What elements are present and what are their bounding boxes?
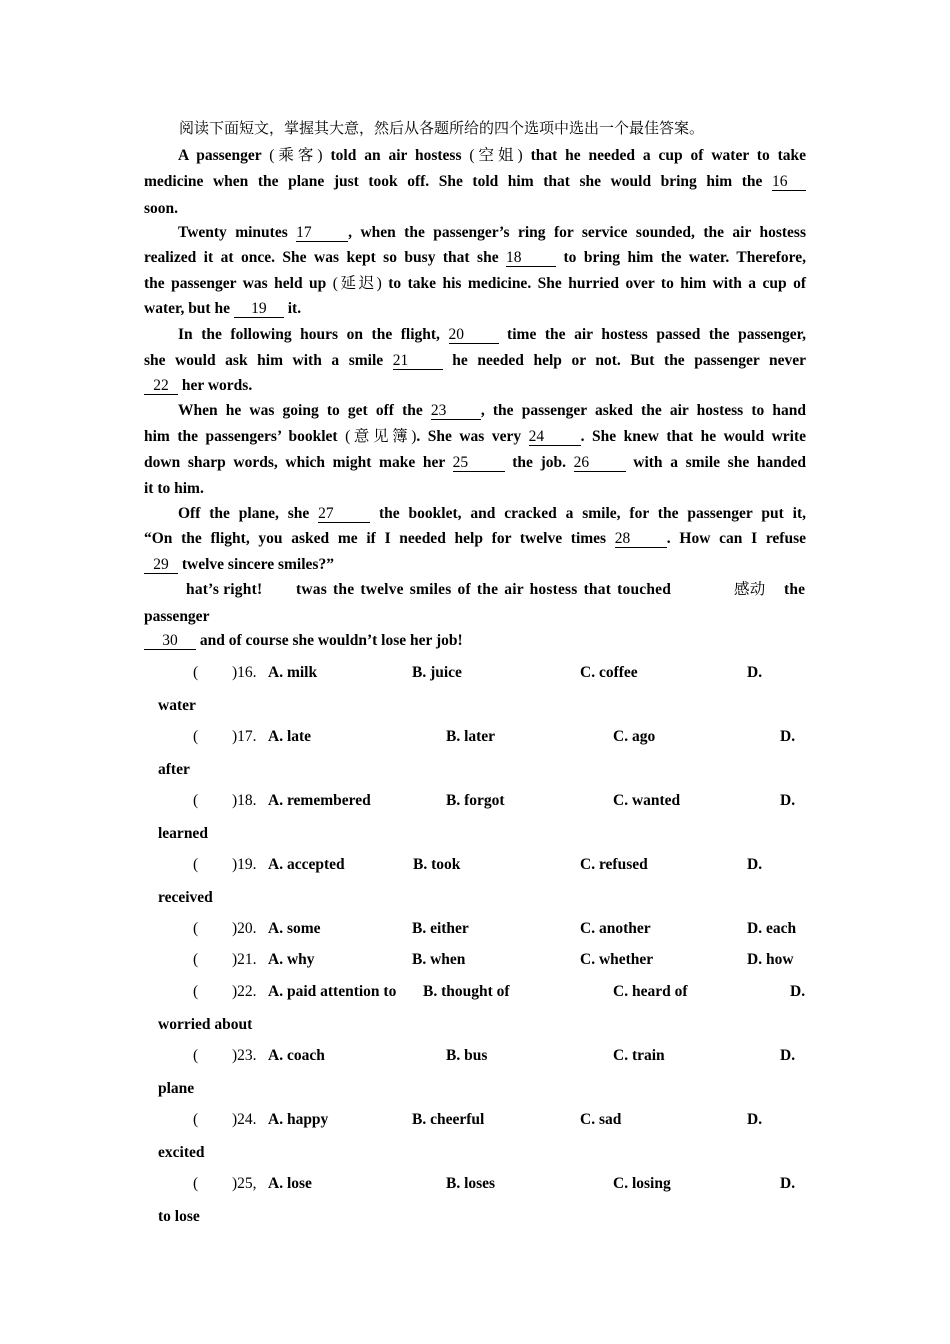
- passage-line: hat’s right! twas the twelve smiles of the air hostess that touched 感动 the: [186, 581, 806, 598]
- option-d: D.: [790, 983, 806, 1000]
- option-b: B. cheerful: [412, 1111, 485, 1128]
- option-c: C. ago: [613, 728, 656, 745]
- question-paren: (: [193, 1111, 199, 1128]
- passage-line: the passenger was held up (延迟) to take his medicine. She hurried over to him with a cup of: [144, 275, 807, 292]
- option-d: D. how: [747, 951, 794, 968]
- blank-17: 17: [296, 225, 348, 242]
- option-b: B. forgot: [446, 792, 505, 809]
- option-c: C. refused: [580, 856, 648, 873]
- option-a: A. coach: [268, 1047, 325, 1064]
- question-paren: (: [193, 856, 199, 873]
- option-c: C. whether: [580, 951, 654, 968]
- passage-line: she would ask him with a smile 21 he needed help or not. But the passenger never: [144, 352, 807, 369]
- option-c: C. another: [580, 920, 651, 937]
- option-d-text: worried about: [158, 1016, 253, 1033]
- option-b: B. when: [412, 951, 466, 968]
- question-paren: (: [193, 920, 199, 937]
- blank-27: 27: [318, 506, 370, 523]
- blank-20: 20: [449, 327, 499, 344]
- question-number: )18.: [232, 792, 257, 809]
- question-paren: (: [193, 951, 199, 968]
- question-paren: (: [193, 728, 199, 745]
- option-c: C. heard of: [613, 983, 688, 1000]
- option-a: A. paid attention to: [268, 983, 397, 1000]
- option-a: A. why: [268, 951, 315, 968]
- option-d: D.: [780, 1047, 796, 1064]
- option-b: B. later: [446, 728, 496, 745]
- question-number: )17.: [232, 728, 257, 745]
- question-number: )16.: [232, 664, 257, 681]
- passage-line: Twenty minutes 17 , when the passenger’s ring for service sounded, the air hostess: [178, 224, 806, 241]
- option-c: C. losing: [613, 1175, 671, 1192]
- option-c: C. sad: [580, 1111, 622, 1128]
- passage-line: realized it at once. She was kept so busy that she 18 to bring him the water. Therefore,: [144, 249, 806, 266]
- blank-26: 26: [574, 455, 626, 472]
- passage-line: 29 twelve sincere smiles?”: [144, 555, 806, 575]
- option-a: A. milk: [268, 664, 318, 681]
- option-a: A. remembered: [268, 792, 371, 809]
- passage-line: him the passengers’ booklet (意见簿). She was very 24 . She knew that he would write: [144, 428, 806, 445]
- option-d-text: to lose: [158, 1208, 200, 1225]
- question-paren: (: [193, 1175, 199, 1192]
- passage-line: it to him.: [144, 480, 204, 497]
- blank-28: 28: [615, 531, 667, 548]
- passage-line: soon.: [144, 200, 179, 217]
- option-d: D.: [780, 1175, 796, 1192]
- option-d: D.: [780, 792, 796, 809]
- blank-24: 24: [529, 429, 581, 446]
- question-number: )21.: [232, 951, 257, 968]
- question-number: )23.: [232, 1047, 257, 1064]
- option-d-text: water: [158, 697, 196, 714]
- option-b: B. juice: [412, 664, 462, 681]
- option-c: C. wanted: [613, 792, 681, 809]
- passage-line: When he was going to get off the 23 , the passenger asked the air hostess to hand: [178, 402, 806, 419]
- question-number: )22.: [232, 983, 257, 1000]
- option-d-text: after: [158, 761, 190, 778]
- passage-line: “On the flight, you asked me if I needed help for twelve times 28 . How can I refuse: [144, 530, 806, 547]
- passage-line: passenger: [144, 608, 210, 625]
- option-a: A. some: [268, 920, 321, 937]
- question-paren: (: [193, 664, 199, 681]
- option-b: B. thought of: [423, 983, 510, 1000]
- blank-22: 22: [144, 378, 178, 395]
- option-d-text: learned: [158, 825, 208, 842]
- option-d: D.: [780, 728, 796, 745]
- option-b: B. loses: [446, 1175, 496, 1192]
- blank-30: 30: [144, 633, 196, 650]
- question-paren: (: [193, 792, 199, 809]
- question-paren: (: [193, 1047, 199, 1064]
- blank-18: 18: [506, 250, 556, 267]
- option-b: B. either: [412, 920, 469, 937]
- option-d: D. each: [747, 920, 797, 937]
- instruction: 阅读下面短文，掌握其大意，然后从各题所给的四个选项中选出一个最佳答案。: [179, 121, 705, 137]
- option-b: B. took: [413, 856, 461, 873]
- question-number: )20.: [232, 920, 257, 937]
- option-d-text: received: [158, 889, 213, 906]
- passage-line: In the following hours on the flight, 20 time the air hostess passed the passenger,: [178, 326, 806, 343]
- option-c: C. coffee: [580, 664, 638, 681]
- option-a: A. happy: [268, 1111, 329, 1128]
- option-d: D.: [747, 1111, 763, 1128]
- passage-line: medicine when the plane just took off. She told him that she would bring him the 16: [144, 172, 806, 192]
- question-number: )25,: [232, 1175, 257, 1192]
- option-b: B. bus: [446, 1047, 488, 1064]
- blank-29: 29: [144, 557, 178, 574]
- option-a: A. lose: [268, 1175, 312, 1192]
- question-paren: (: [193, 983, 199, 1000]
- question-number: )19.: [232, 856, 257, 873]
- passage-line: water, but he 19 it.: [144, 300, 302, 317]
- blank-23: 23: [431, 403, 481, 420]
- blank-25: 25: [453, 455, 505, 472]
- option-d-text: plane: [158, 1080, 195, 1097]
- passage-line: A passenger (乘客) told an air hostess (空姐) that he needed a cup of water to take: [178, 147, 807, 164]
- option-d: D.: [747, 664, 763, 681]
- option-d-text: excited: [158, 1144, 205, 1161]
- blank-19: 19: [234, 301, 284, 318]
- passage-line: down sharp words, which might make her 25 the job. 26 with a smile she handed: [144, 454, 806, 471]
- passage-line: Off the plane, she 27 the booklet, and cracked a smile, for the passenger put it,: [178, 505, 806, 522]
- question-number: )24.: [232, 1111, 257, 1128]
- blank-21: 21: [393, 353, 443, 370]
- passage-line: 30 and of course she wouldn’t lose her job!: [144, 631, 806, 651]
- passage-line: 22 her words.: [144, 376, 806, 396]
- option-a: A. late: [268, 728, 312, 745]
- option-a: A. accepted: [268, 856, 345, 873]
- option-d: D.: [747, 856, 763, 873]
- option-c: C. train: [613, 1047, 665, 1064]
- blank-16: 16: [772, 174, 806, 191]
